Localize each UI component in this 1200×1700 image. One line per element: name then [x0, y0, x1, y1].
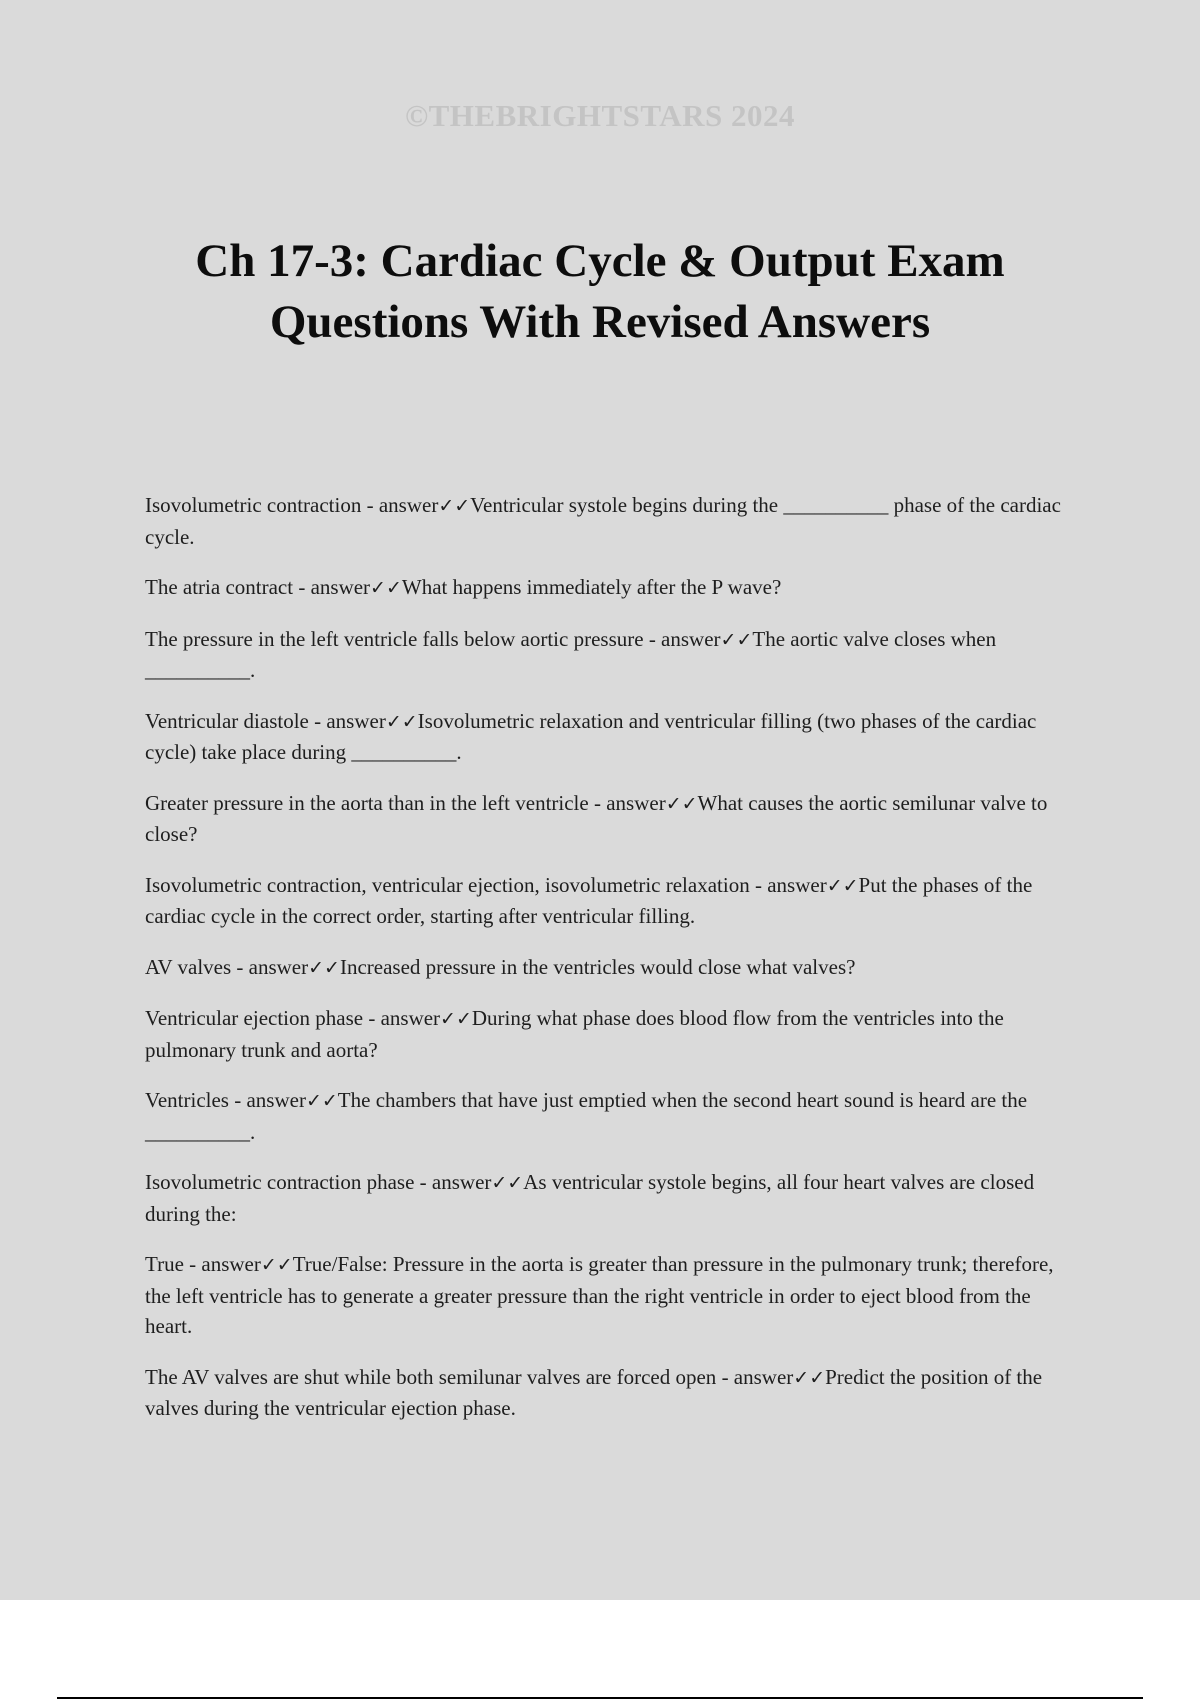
- qa-item: [145, 706, 1070, 768]
- footer-divider: [57, 1697, 1143, 1699]
- double-check-icon: ✓✓: [793, 1366, 826, 1389]
- qa-answer: Isovolumetric contraction: [145, 493, 362, 517]
- double-check-icon: ✓✓: [440, 1008, 472, 1030]
- qa-answer: Ventricular ejection phase: [145, 1006, 364, 1030]
- qa-separator: - answer: [361, 493, 439, 517]
- qa-item: [145, 788, 1070, 850]
- qa-question: What causes the aortic semilunar valve to close?: [145, 790, 1048, 846]
- qa-separator: - answer: [716, 1364, 794, 1389]
- qa-item: [145, 1003, 1070, 1065]
- qa-separator: - answer: [183, 1252, 261, 1276]
- qa-item: [145, 624, 1070, 686]
- double-check-icon: ✓✓: [305, 1090, 338, 1112]
- qa-question: As ventricular systole begins, all four heart valves are closed during the:: [145, 1170, 1035, 1226]
- qa-item: [145, 1362, 1070, 1424]
- qa-question: Isovolumetric relaxation and ventricular filling (two phases of the cardiac cycle) take place during __________.: [145, 708, 1037, 764]
- qa-separator: - answer: [228, 1088, 306, 1112]
- page-title: Ch 17-3: Cardiac Cycle & Output Exam Questions With Revised Answers: [195, 235, 1005, 348]
- double-check-icon: ✓✓: [308, 956, 340, 979]
- qa-item: [145, 1249, 1070, 1342]
- qa-separator: - answer: [363, 1006, 441, 1030]
- qa-answer: Greater pressure in the aorta than in the left ventricle: [145, 790, 589, 815]
- double-check-icon: ✓✓: [491, 1172, 524, 1194]
- double-check-icon: ✓✓: [260, 1254, 293, 1276]
- double-check-icon: ✓✓: [438, 495, 471, 517]
- qa-separator: - answer: [231, 954, 309, 979]
- qa-answer: The atria contract: [145, 575, 294, 599]
- qa-answer: Ventricular diastole: [145, 708, 309, 733]
- double-check-icon: ✓✓: [826, 874, 859, 897]
- qa-item: [145, 572, 1070, 604]
- qa-question: The aortic valve closes when __________.: [145, 626, 997, 682]
- qa-question: True/False: Pressure in the aorta is greater than pressure in the pulmonary trunk; therefore, the left ventricle has to generate a greater pressure than the right ventricle in order to eject blood from the heart.: [145, 1252, 1054, 1338]
- qa-separator: - answer: [308, 708, 386, 733]
- qa-answer: AV valves: [145, 954, 232, 979]
- qa-question: Predict the position of the valves during the ventricular ejection phase.: [145, 1364, 1043, 1420]
- double-check-icon: ✓✓: [720, 628, 753, 651]
- qa-answer: Isovolumetric contraction, ventricular ejection, isovolumetric relaxation: [145, 872, 750, 897]
- qa-answer: Isovolumetric contraction phase: [145, 1170, 415, 1194]
- qa-separator: - answer: [293, 575, 371, 599]
- qa-question: During what phase does blood flow from the ventricles into the pulmonary trunk and aorta?: [145, 1006, 1004, 1062]
- qa-question: Increased pressure in the ventricles would close what valves?: [339, 954, 856, 979]
- qa-answer: The pressure in the left ventricle falls below aortic pressure: [145, 626, 644, 651]
- qa-separator: - answer: [414, 1170, 492, 1194]
- qa-separator: - answer: [588, 790, 666, 815]
- qa-item: [145, 1167, 1070, 1229]
- watermark: ©THEBRIGHTSTARS 2024: [404, 98, 796, 133]
- qa-separator: - answer: [749, 872, 827, 897]
- qa-question: The chambers that have just emptied when the second heart sound is heard are the __________.: [145, 1088, 1028, 1144]
- double-check-icon: ✓✓: [385, 710, 418, 733]
- qa-question: What happens immediately after the P wave?: [401, 575, 782, 599]
- qa-item: [145, 870, 1070, 932]
- qa-item: [145, 952, 1070, 984]
- qa-answer: True: [145, 1252, 184, 1276]
- qa-item: [145, 1085, 1070, 1147]
- qa-answer: The AV valves are shut while both semilunar valves are forced open: [145, 1364, 717, 1389]
- qa-question: Put the phases of the cardiac cycle in the correct order, starting after ventricular filling.: [145, 872, 1033, 928]
- qa-question: Ventricular systole begins during the __________ phase of the cardiac cycle.: [145, 493, 1061, 549]
- qa-separator: - answer: [643, 626, 721, 651]
- qa-answer: Ventricles: [145, 1088, 229, 1112]
- double-check-icon: ✓✓: [665, 792, 698, 815]
- qa-list: [145, 490, 1070, 1444]
- double-check-icon: ✓✓: [370, 577, 402, 599]
- qa-item: [145, 490, 1070, 552]
